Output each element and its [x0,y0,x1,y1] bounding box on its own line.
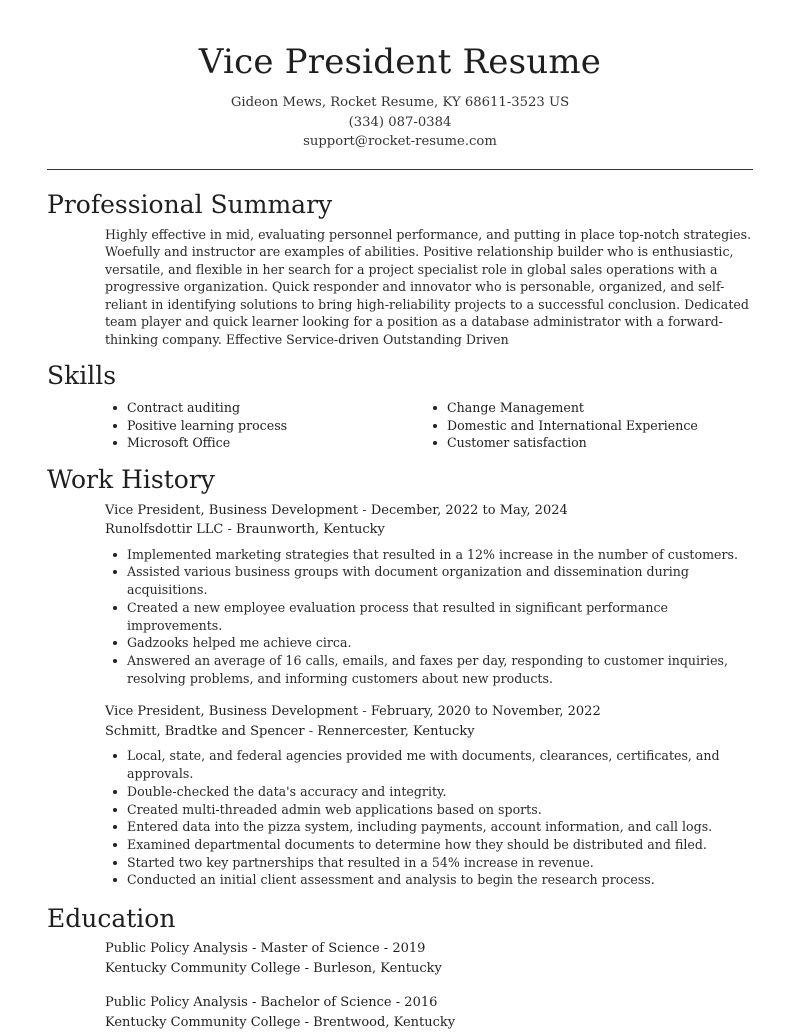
section-heading-skills: Skills [47,361,117,390]
job-bullet: Created a new employee evaluation process that resulted in significant performance improvements. [105,599,753,634]
separator: - [300,960,314,976]
job-entry [105,702,753,741]
skill-item: Change Management [425,399,745,417]
resume-title: Vice President Resume [198,42,602,82]
job-title: Vice President, Business Development [105,704,359,720]
separator: - [358,704,371,720]
education-entry [105,993,753,1032]
skills-list [105,399,753,452]
education-school-line [105,1013,753,1033]
job-location: Rennercester, Kentucky [317,723,475,739]
summary-text: Highly effective in mid, evaluating personnel performance, and putting in place top-notch strategies. Woefully and instructor are examples of abilities. Positive relationship builder who is enthusiastic, versatile, and flexible in her search for a project specialist role in global sales operations with a progressive organization. Quick responder and innovator who is personable, organized, and self-reliant in identifying solutions to bring high-reliability projects to a successful conclusion. Dedicated team player and quick learner looking for a position as a database administrator with a forward-thinking company. Effective Service-driven Outstanding Driven [105,226,752,347]
skill-item: Positive learning process [105,417,425,435]
education-entry [105,939,753,978]
job-bullet: Started two key partnerships that resulted in a 54% increase in revenue. [105,854,753,872]
job-bullets [105,747,753,889]
education-school: Kentucky Community College [105,1014,301,1030]
header-divider [47,169,753,170]
education-location: Burleson, Kentucky [313,960,442,976]
education-degree-line [105,993,753,1013]
skill-item: Microsoft Office [105,434,425,452]
section-heading-summary: Professional Summary [47,189,333,219]
education-year: 2019 [392,941,426,957]
job-bullet: Conducted an initial client assessment and analysis to begin the research process. [105,871,753,889]
education-degree: Master of Science [260,941,380,957]
education-school: Kentucky Community College [105,960,301,976]
job-title-line [105,702,753,722]
job-bullet: Answered an average of 16 calls, emails, and faxes per day, responding to customer inquiries, resolving problems, and informing customers about new products. [105,652,753,687]
separator: - [223,522,236,538]
contact-address: Gideon Mews, Rocket Resume, KY 68611-3523 US [230,95,570,110]
education-degree: Bachelor of Science [260,995,392,1011]
job-bullet: Local, state, and federal agencies provided me with documents, clearances, certificates, and approvals. [105,747,753,782]
education-year: 2016 [404,995,438,1011]
job-bullet: Gadzooks helped me achieve circa. [105,634,753,652]
job-bullets [105,546,753,688]
skills-column-right [425,399,745,452]
education-location: Brentwood, Kentucky [313,1014,456,1030]
contact-info [47,93,753,152]
education-school-line [105,959,753,979]
separator: - [300,1014,314,1030]
section-heading-work-history: Work History [47,464,215,494]
job-bullet: Double-checked the data's accuracy and integrity. [105,783,753,801]
job-company: Runolfsdottir LLC [105,522,224,538]
job-bullet: Created multi-threaded admin web applications based on sports. [105,801,753,819]
contact-phone: (334) 087-0384 [348,114,452,130]
job-company: Schmitt, Bradtke and Spencer [105,723,305,739]
section-heading-education: Education [47,904,176,934]
separator: - [304,723,318,739]
job-dates: February, 2020 to November, 2022 [370,704,601,720]
education-field: Public Policy Analysis [105,941,248,957]
education-field: Public Policy Analysis [105,995,248,1011]
skill-item: Customer satisfaction [425,434,745,452]
separator: - [247,995,261,1011]
job-entry [105,501,753,540]
separator: - [247,941,261,957]
job-title: Vice President, Business Development [105,502,359,518]
job-dates: December, 2022 to May, 2024 [370,502,568,518]
job-location: Braunworth, Kentucky [236,522,385,538]
job-bullet: Entered data into the pizza system, including payments, account information, and call logs. [105,818,753,836]
resume-header [47,0,753,152]
skill-item: Contract auditing [105,399,425,417]
separator: - [358,502,371,518]
separator: - [391,995,405,1011]
job-company-line [105,520,753,540]
job-company-line [105,722,753,742]
job-bullet: Examined departmental documents to determine how they should be distributed and filed. [105,836,753,854]
skill-item: Domestic and International Experience [425,417,745,435]
job-bullet: Assisted various business groups with document organization and dissemination during acquisitions. [105,563,753,598]
job-title-line [105,501,753,521]
skills-column-left [105,399,425,452]
separator: - [379,941,393,957]
job-bullet: Implemented marketing strategies that resulted in a 12% increase in the number of customers. [105,546,753,564]
contact-email: support@rocket-resume.com [303,134,497,149]
education-degree-line [105,939,753,959]
